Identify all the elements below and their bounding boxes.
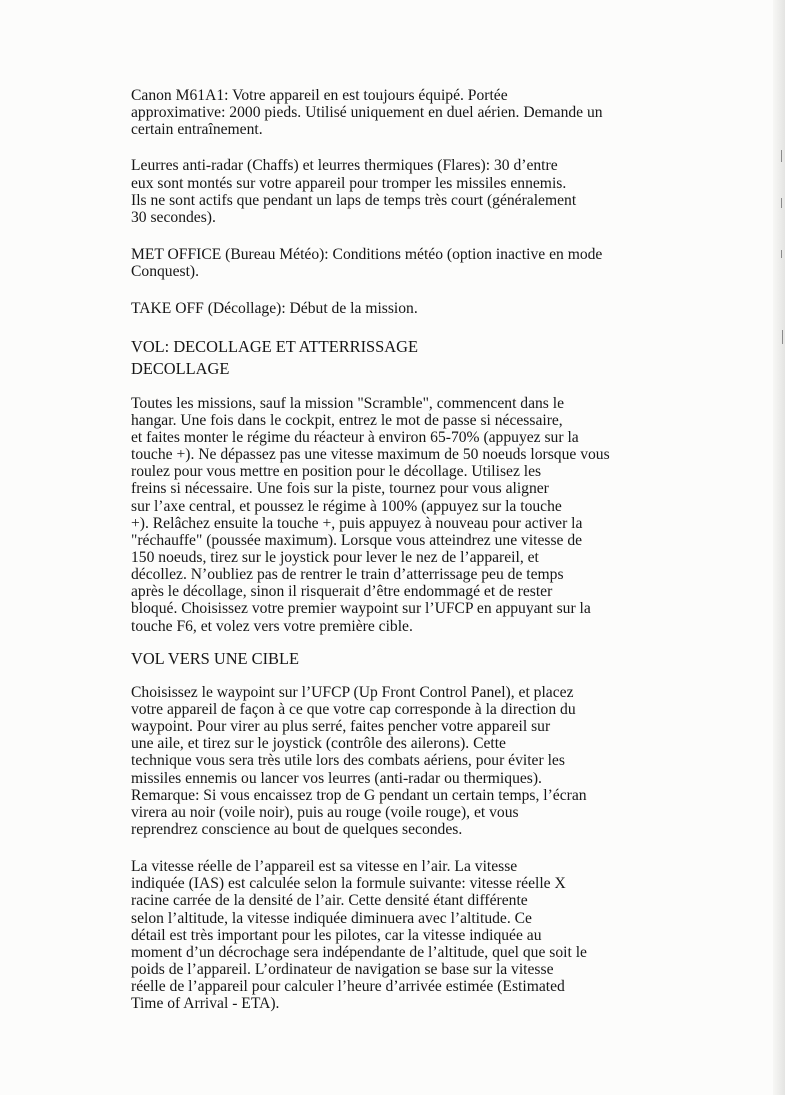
- text-line: TAKE OFF (Décollage): Début de la mission.: [131, 300, 418, 318]
- text-line: Ils ne sont actifs que pendant un laps de temps très court (généralement: [131, 191, 577, 209]
- section-heading: VOL VERS UNE CIBLE: [131, 648, 300, 668]
- text-line: réelle de l’appareil pour calculer l’heure d’arrivée estimée (Estimated: [131, 978, 565, 996]
- text-line: eux sont montés sur votre appareil pour tromper les missiles ennemis.: [131, 174, 567, 192]
- text-line: selon l’altitude, la vitesse indiquée diminuera avec l’altitude. Ce: [131, 909, 532, 927]
- text-line: touche +). Ne dépassez pas une vitesse maximum de 50 noeuds lorsque vous: [131, 446, 610, 464]
- paragraph-cible: [131, 684, 691, 838]
- section-heading: VOL: DECOLLAGE ET ATTERRISSAGE: [131, 336, 418, 356]
- text-line: hangar. Une fois dans le cockpit, entrez le mot de passe si nécessaire,: [131, 411, 563, 429]
- paragraph-canon: [131, 87, 691, 138]
- text-line: après le décollage, sinon il risquerait d’être endommagé et de rester: [131, 583, 553, 601]
- text-line: Leurres anti-radar (Chaffs) et leurres thermiques (Flares): 30 d’entre: [131, 157, 558, 175]
- body-text-column: [131, 87, 691, 1013]
- text-line: Conquest).: [131, 263, 200, 281]
- scan-mark: [781, 150, 782, 162]
- text-line: racine carrée de la densité de l’air. Cette densité étant différente: [131, 892, 528, 910]
- text-line: approximative: 2000 pieds. Utilisé uniquement en duel aérien. Demande un: [131, 104, 603, 122]
- text-line: technique vous sera très utile lors des combats aériens, pour éviter les: [131, 752, 565, 770]
- paragraph-vitesse: [131, 858, 691, 1012]
- paragraph-take-off: [131, 300, 691, 317]
- text-line: bloqué. Choisissez votre premier waypoint sur l’UFCP en appuyant sur la: [131, 600, 591, 618]
- scan-mark: [781, 198, 782, 208]
- text-line: moment d’un décrochage sera indépendante de l’altitude, quel que soit le: [131, 943, 587, 961]
- section-heading-cible: [131, 648, 691, 670]
- section-heading-vol: [131, 336, 691, 380]
- text-line: Time of Arrival - ETA).: [131, 995, 280, 1013]
- text-line: reprendrez conscience au bout de quelques secondes.: [131, 821, 463, 838]
- text-line: MET OFFICE (Bureau Météo): Conditions météo (option inactive en mode: [131, 246, 603, 264]
- text-line: décollez. N’oubliez pas de rentrer le train d’atterrissage peu de temps: [131, 566, 564, 584]
- scan-mark: [781, 250, 782, 258]
- text-line: et faites monter le régime du réacteur à environ 65-70% (appuyez sur la: [131, 428, 579, 446]
- text-line: une aile, et tirez sur le joystick (contrôle des ailerons). Cette: [131, 735, 506, 753]
- text-line: Choisissez le waypoint sur l’UFCP (Up Front Control Panel), et placez: [131, 683, 574, 701]
- subsection-heading: DECOLLAGE: [131, 358, 230, 378]
- text-line: touche F6, et volez vers votre première cible.: [131, 617, 413, 635]
- scan-mark: [782, 330, 783, 344]
- text-line: indiquée (IAS) est calculée selon la formule suivante: vitesse réelle X: [131, 875, 566, 893]
- text-line: +). Relâchez ensuite la touche +, puis appuyez à nouveau pour activer la: [131, 514, 583, 532]
- paragraph-decollage: [131, 395, 691, 635]
- text-line: virera au noir (voile noir), puis au rouge (voile rouge), et vous: [131, 803, 519, 821]
- text-line: votre appareil de façon à ce que votre cap corresponde à la direction du: [131, 700, 576, 718]
- text-line: 150 noeuds, tirez sur le joystick pour lever le nez de l’appareil, et: [131, 548, 539, 566]
- scan-edge-shadow: [773, 0, 785, 1095]
- text-line: waypoint. Pour virer au plus serré, faites pencher votre appareil sur: [131, 718, 551, 736]
- text-line: missiles ennemis ou lancer vos leurres (anti-radar ou thermiques).: [131, 769, 542, 787]
- paragraph-met-office: [131, 246, 691, 280]
- text-line: roulez pour vous mettre en position pour le décollage. Utilisez les: [131, 463, 542, 481]
- text-line: Toutes les missions, sauf la mission "Scramble", commencent dans le: [131, 394, 565, 412]
- text-line: 30 secondes).: [131, 208, 216, 226]
- text-line: certain entraînement.: [131, 121, 263, 139]
- text-line: poids de l’appareil. L’ordinateur de navigation se base sur la vitesse: [131, 961, 554, 979]
- text-line: sur l’axe central, et poussez le régime à 100% (appuyez sur la touche: [131, 497, 562, 515]
- text-line: Canon M61A1: Votre appareil en est toujours équipé. Portée: [131, 87, 508, 104]
- text-line: "réchauffe" (poussée maximum). Lorsque vous atteindrez une vitesse de: [131, 531, 583, 549]
- paragraph-leurres: [131, 157, 691, 226]
- text-line: détail est très important pour les pilotes, car la vitesse indiquée au: [131, 926, 542, 944]
- text-line: Remarque: Si vous encaissez trop de G pendant un certain temps, l’écran: [131, 786, 587, 804]
- text-line: freins si nécessaire. Une fois sur la piste, tournez pour vous aligner: [131, 480, 549, 498]
- text-line: La vitesse réelle de l’appareil est sa vitesse en l’air. La vitesse: [131, 858, 518, 876]
